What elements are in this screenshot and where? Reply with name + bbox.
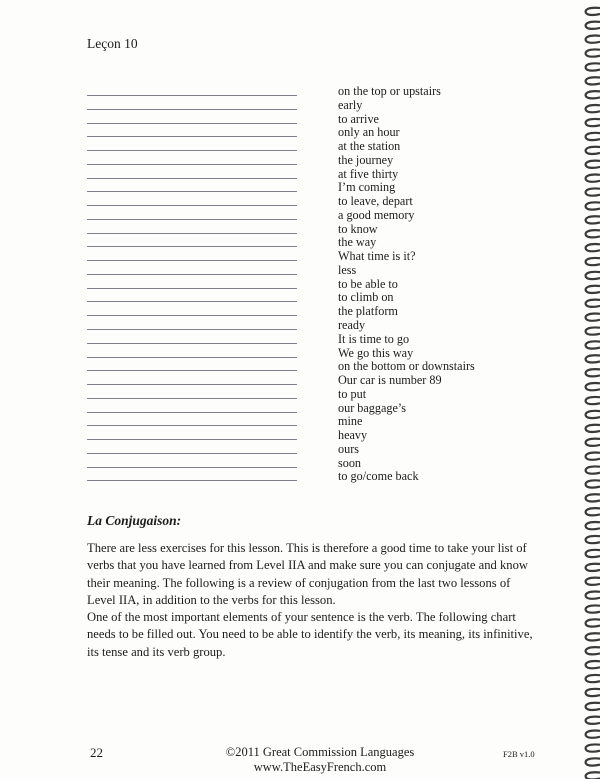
answer-blank-line[interactable] bbox=[87, 398, 297, 399]
spiral-coil bbox=[586, 703, 600, 710]
vocab-row bbox=[87, 428, 487, 442]
answer-blank-line[interactable] bbox=[87, 343, 297, 344]
vocab-row bbox=[87, 235, 487, 249]
instruction-paragraph-1: There are less exercises for this lesson. This is therefore a good time to take your list of verbs that you have learned from Level IIA and make sure you can conjugate and know their meaning. The following is a review of conjugation from the last two lessons of Level IIA, in addition to the verbs for this lesson. bbox=[87, 541, 528, 608]
spiral-coil bbox=[586, 425, 600, 432]
spiral-coil bbox=[586, 230, 600, 237]
vocab-row bbox=[87, 222, 487, 236]
english-phrase: What time is it? bbox=[338, 249, 416, 264]
spiral-coil bbox=[586, 91, 600, 98]
answer-blank-line[interactable] bbox=[87, 260, 297, 261]
vocab-row bbox=[87, 373, 487, 387]
answer-blank-line[interactable] bbox=[87, 480, 297, 481]
vocab-row bbox=[87, 290, 487, 304]
english-phrase: We go this way bbox=[338, 345, 414, 360]
spiral-coil bbox=[586, 327, 600, 334]
english-phrase: only an hour bbox=[338, 125, 400, 140]
spiral-coil bbox=[586, 494, 600, 501]
copyright-text: ©2011 Great Commission Languages bbox=[225, 745, 415, 759]
spiral-coil bbox=[586, 161, 600, 168]
spiral-coil bbox=[586, 341, 600, 348]
spiral-coil bbox=[586, 772, 600, 779]
english-phrase: at five thirty bbox=[338, 166, 399, 181]
english-phrase: mine bbox=[338, 414, 363, 429]
answer-blank-line[interactable] bbox=[87, 467, 297, 468]
vocab-row bbox=[87, 387, 487, 401]
spiral-coil bbox=[586, 355, 600, 362]
section-heading: La Conjugaison: bbox=[87, 513, 182, 528]
answer-blank-line[interactable] bbox=[87, 178, 297, 179]
english-phrase: early bbox=[338, 97, 363, 112]
answer-blank-line[interactable] bbox=[87, 95, 297, 96]
spiral-coil bbox=[586, 272, 600, 279]
vocab-row bbox=[87, 346, 487, 360]
spiral-coil bbox=[586, 119, 600, 126]
vocab-row bbox=[87, 263, 487, 277]
spiral-coil bbox=[586, 36, 600, 43]
answer-blank-line[interactable] bbox=[87, 370, 297, 371]
vocab-row bbox=[87, 112, 487, 126]
answer-blank-line[interactable] bbox=[87, 136, 297, 137]
spiral-coil bbox=[586, 258, 600, 265]
answer-blank-line[interactable] bbox=[87, 205, 297, 206]
spiral-coil bbox=[586, 592, 600, 599]
vocab-row bbox=[87, 125, 487, 139]
spiral-binding bbox=[578, 0, 600, 779]
spiral-coil bbox=[586, 369, 600, 376]
english-phrase: I’m coming bbox=[338, 180, 396, 195]
website-text: www.TheEasyFrench.com bbox=[253, 760, 387, 774]
lesson-title: Leçon 10 bbox=[87, 36, 138, 51]
vocab-row bbox=[87, 153, 487, 167]
english-phrase: to leave, depart bbox=[338, 194, 413, 209]
spiral-coil bbox=[586, 758, 600, 765]
spiral-coil bbox=[586, 133, 600, 140]
vocab-row bbox=[87, 194, 487, 208]
vocab-row bbox=[87, 180, 487, 194]
english-phrase: less bbox=[338, 262, 357, 277]
english-phrase: at the station bbox=[338, 139, 401, 154]
vocab-row bbox=[87, 318, 487, 332]
version-label: F2B v1.0 bbox=[503, 749, 535, 759]
vocab-row bbox=[87, 167, 487, 181]
instruction-paragraph-2: One of the most important elements of your sentence is the verb. The following chart needs to be filled out. You need to be able to identify the verb, its meaning, its infinitive, its tense and its verb group. bbox=[87, 610, 533, 659]
english-phrase: to put bbox=[338, 386, 367, 401]
vocab-row bbox=[87, 98, 487, 112]
spiral-coil bbox=[586, 147, 600, 154]
english-phrase: on the top or upstairs bbox=[338, 84, 441, 98]
spiral-coil bbox=[586, 300, 600, 307]
spiral-coil bbox=[586, 550, 600, 557]
english-phrase: Our car is number 89 bbox=[338, 373, 442, 388]
vocabulary-exercise bbox=[87, 84, 487, 483]
vocab-row bbox=[87, 208, 487, 222]
answer-blank-line[interactable] bbox=[87, 164, 297, 165]
answer-blank-line[interactable] bbox=[87, 329, 297, 330]
spiral-coil bbox=[586, 522, 600, 529]
english-phrase: the journey bbox=[338, 152, 394, 167]
spiral-coil bbox=[586, 717, 600, 724]
vocab-row bbox=[87, 332, 487, 346]
spiral-coil bbox=[586, 8, 600, 15]
spiral-coil bbox=[586, 661, 600, 668]
english-phrase: It is time to go bbox=[338, 331, 410, 346]
spiral-coil bbox=[586, 564, 600, 571]
spiral-coil bbox=[586, 22, 600, 29]
english-phrase: to be able to bbox=[338, 276, 398, 291]
english-phrase: the way bbox=[338, 235, 377, 250]
vocab-row bbox=[87, 277, 487, 291]
spiral-coil bbox=[586, 105, 600, 112]
spiral-coil bbox=[586, 49, 600, 56]
english-phrase: heavy bbox=[338, 428, 368, 443]
vocab-row bbox=[87, 304, 487, 318]
vocab-row bbox=[87, 456, 487, 470]
answer-blank-line[interactable] bbox=[87, 412, 297, 413]
vocab-row bbox=[87, 469, 487, 483]
vocab-row bbox=[87, 401, 487, 415]
english-phrase: to climb on bbox=[338, 290, 394, 305]
vocab-row bbox=[87, 84, 487, 98]
spiral-coil bbox=[586, 439, 600, 446]
answer-blank-line[interactable] bbox=[87, 384, 297, 385]
answer-blank-line[interactable] bbox=[87, 109, 297, 110]
spiral-coil bbox=[586, 453, 600, 460]
english-phrase: ours bbox=[338, 441, 359, 456]
spiral-coil bbox=[586, 619, 600, 626]
spiral-coil bbox=[586, 188, 600, 195]
vocab-row bbox=[87, 139, 487, 153]
answer-blank-line[interactable] bbox=[87, 357, 297, 358]
spiral-coil bbox=[586, 605, 600, 612]
spiral-coil bbox=[586, 383, 600, 390]
answer-blank-line[interactable] bbox=[87, 315, 297, 316]
answer-blank-line[interactable] bbox=[87, 233, 297, 234]
answer-blank-line[interactable] bbox=[87, 246, 297, 247]
spiral-coil bbox=[586, 466, 600, 473]
vocab-row bbox=[87, 442, 487, 456]
spiral-coil bbox=[586, 744, 600, 751]
english-phrase: to know bbox=[338, 221, 378, 236]
vocab-row bbox=[87, 414, 487, 428]
spiral-coil bbox=[586, 411, 600, 418]
english-phrase: our baggage’s bbox=[338, 400, 407, 415]
english-phrase: on the bottom or downstairs bbox=[338, 359, 475, 374]
english-phrase: to arrive bbox=[338, 111, 379, 126]
spiral-coil bbox=[586, 508, 600, 515]
spiral-coil bbox=[586, 689, 600, 696]
spiral-coil bbox=[586, 286, 600, 293]
footer-credits bbox=[220, 745, 420, 775]
answer-blank-line[interactable] bbox=[87, 123, 297, 124]
vocab-row bbox=[87, 359, 487, 373]
spiral-coil bbox=[586, 216, 600, 223]
english-phrase: soon bbox=[338, 455, 362, 470]
spiral-coil bbox=[586, 244, 600, 251]
spiral-coil bbox=[586, 397, 600, 404]
spiral-coil bbox=[586, 202, 600, 209]
answer-blank-line[interactable] bbox=[87, 288, 297, 289]
answer-blank-line[interactable] bbox=[87, 453, 297, 454]
spiral-coil bbox=[586, 675, 600, 682]
answer-blank-line[interactable] bbox=[87, 219, 297, 220]
vocab-row bbox=[87, 249, 487, 263]
english-phrase: to go/come back bbox=[338, 469, 419, 484]
spiral-coil bbox=[586, 314, 600, 321]
spiral-coil bbox=[586, 731, 600, 738]
answer-blank-line[interactable] bbox=[87, 301, 297, 302]
answer-blank-line[interactable] bbox=[87, 274, 297, 275]
english-phrase: a good memory bbox=[338, 207, 415, 222]
answer-blank-line[interactable] bbox=[87, 191, 297, 192]
spiral-coil bbox=[586, 536, 600, 543]
spiral-coil bbox=[586, 175, 600, 182]
answer-blank-line[interactable] bbox=[87, 150, 297, 151]
spiral-coil bbox=[586, 480, 600, 487]
page-number: 22 bbox=[90, 745, 103, 760]
spiral-coil bbox=[586, 647, 600, 654]
spiral-coil bbox=[586, 578, 600, 585]
english-phrase: ready bbox=[338, 318, 366, 333]
spiral-coil bbox=[586, 77, 600, 84]
answer-blank-line[interactable] bbox=[87, 439, 297, 440]
answer-blank-line[interactable] bbox=[87, 425, 297, 426]
english-phrase: the platform bbox=[338, 304, 398, 319]
spiral-coil bbox=[586, 63, 600, 70]
spiral-coil bbox=[586, 633, 600, 640]
